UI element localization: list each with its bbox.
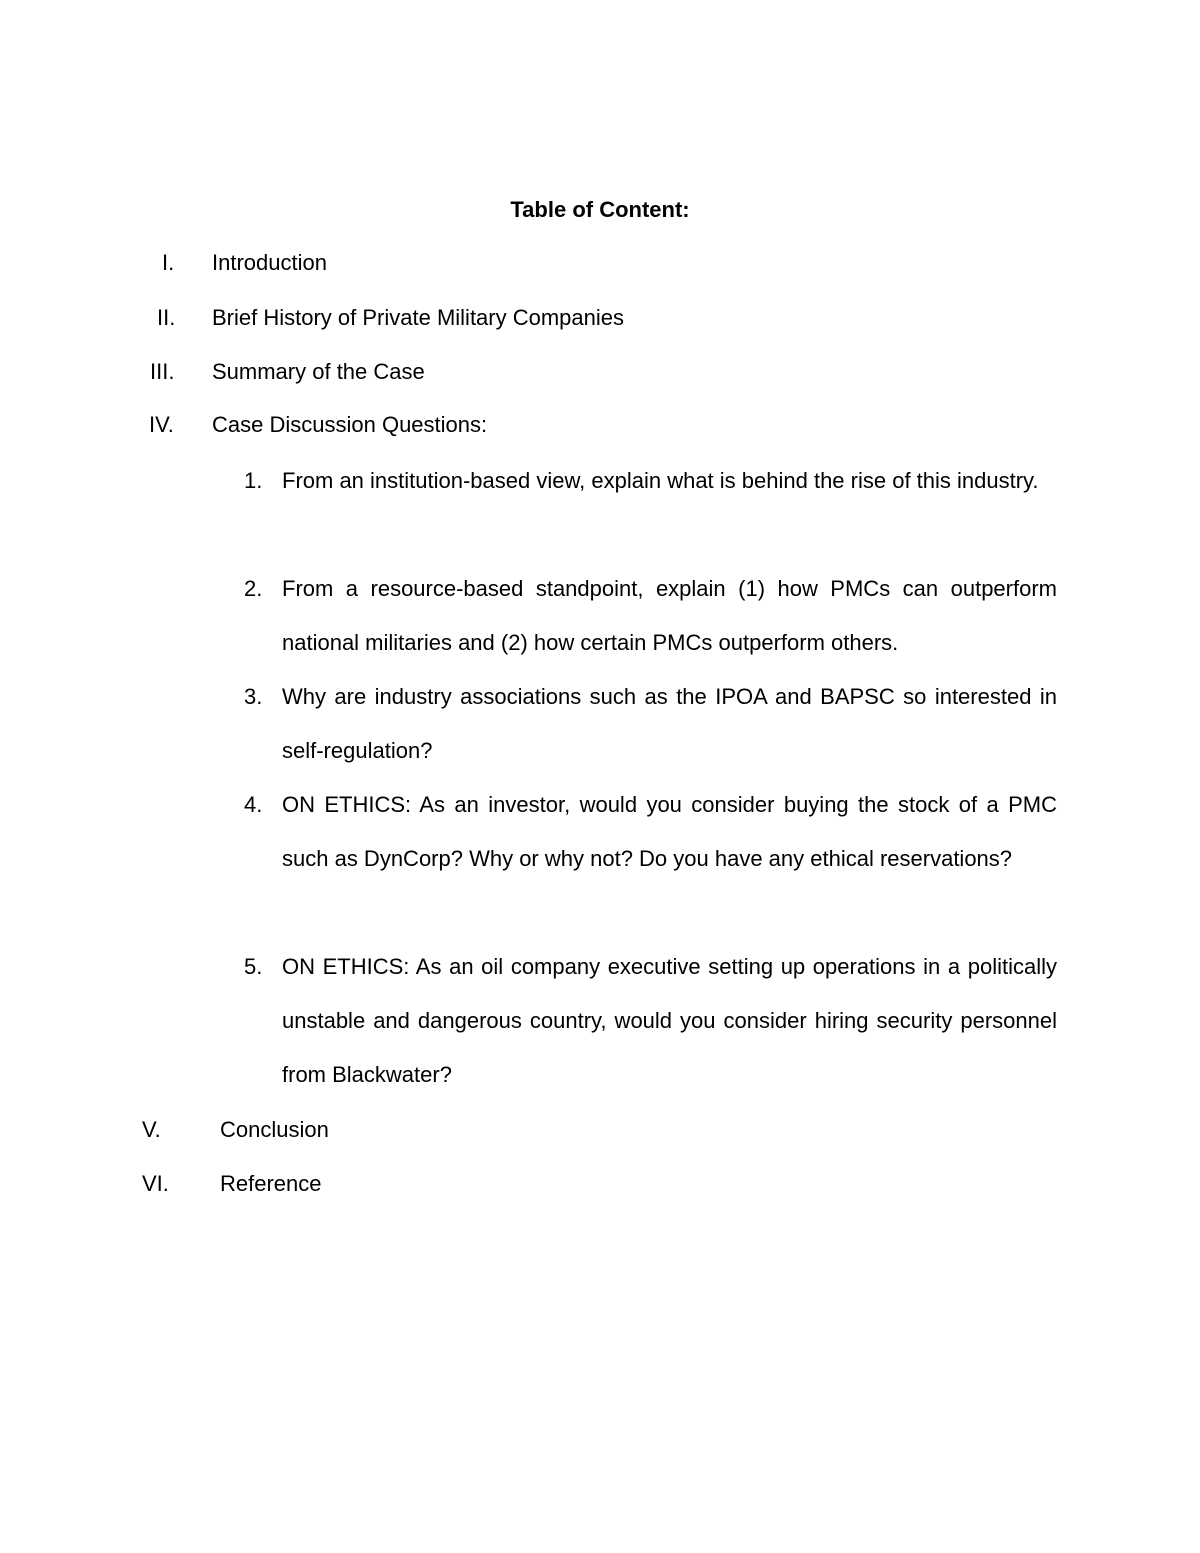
question-number: 4.	[244, 792, 263, 817]
toc-label: Reference	[220, 1171, 322, 1196]
question-number: 1.	[244, 468, 263, 493]
toc-numeral: I.	[162, 250, 175, 275]
toc-label: Summary of the Case	[212, 359, 425, 384]
toc-numeral: II.	[157, 305, 176, 330]
question-number: 3.	[244, 684, 263, 709]
question-text: ON ETHICS: As an oil company executive setting up operations in a politically unstable and dangerous country, would you consider hiring security personnel from Blackwater?	[282, 954, 1057, 1087]
toc-numeral: V.	[142, 1117, 161, 1142]
page-title: Table of Content:	[510, 197, 690, 222]
toc-label: Introduction	[212, 250, 327, 275]
question-text: ON ETHICS: As an investor, would you consider buying the stock of a PMC such as DynCorp? Why or why not? Do you have any ethical reservations?	[282, 792, 1057, 871]
question-text: Why are industry associations such as the IPOA and BAPSC so interested in self-regulation?	[282, 684, 1057, 763]
question-text: From a resource-based standpoint, explain (1) how PMCs can outperform national militaries and (2) how certain PMCs outperform others.	[282, 576, 1057, 655]
toc-numeral: IV.	[149, 412, 174, 437]
toc-numeral: VI.	[142, 1171, 169, 1196]
question-text: From an institution-based view, explain what is behind the rise of this industry.	[282, 468, 1039, 493]
toc-label: Case Discussion Questions:	[212, 412, 488, 437]
question-number: 2.	[244, 576, 263, 601]
question-number: 5.	[244, 954, 263, 979]
toc-numeral: III.	[150, 359, 175, 384]
toc-label: Conclusion	[220, 1117, 329, 1142]
toc-label: Brief History of Private Military Companies	[212, 305, 625, 330]
